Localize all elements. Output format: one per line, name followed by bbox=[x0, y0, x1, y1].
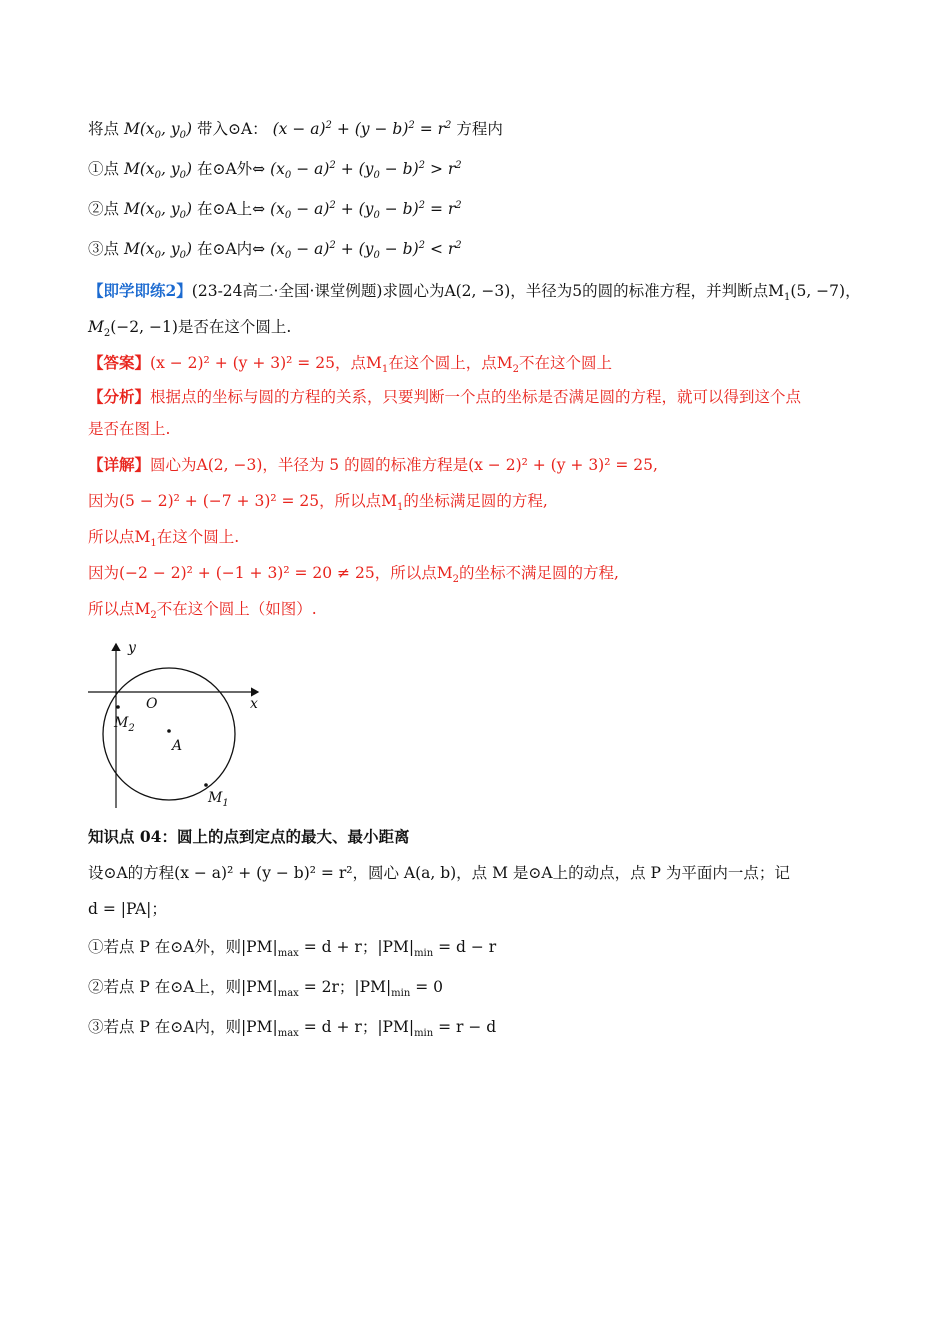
intro-mid: 带入⊙A： bbox=[197, 120, 268, 138]
point-m: $M(x_0$, $y_0$) bbox=[123, 120, 193, 142]
case-on: ②点 $M(x_0$, $y_0$) 在⊙A上⇔ $(x_0 - a)^2 + (y_0 - b)^2 = r^2$ bbox=[88, 199, 462, 222]
section-heading: 知识点 04：圆上的点到定点的最大、最小距离 bbox=[88, 827, 410, 846]
exercise-tag: 【即学即练2】 bbox=[88, 281, 192, 300]
m2-label: $M_2$ bbox=[114, 715, 135, 734]
circle-a bbox=[103, 668, 235, 800]
intro-line bbox=[88, 118, 503, 140]
detail-line-2: 因为(5 − 2)² + (−7 + 3)² = 25，所以点$M_1$的坐标满足圆的方程, bbox=[88, 492, 548, 514]
m1-label: $M_1$ bbox=[208, 790, 229, 809]
setup-line-2: d = |PA|； bbox=[88, 900, 167, 918]
detail-line-1: 【详解】圆心为A(2, −3)，半径为 5 的圆的标准方程是(x − 2)² + (y + 3)² = 25, bbox=[88, 455, 658, 474]
analysis-tag: 【分析】 bbox=[88, 387, 151, 406]
standard-equation: $(x - a)^2 + (y - b)^2 = r^2$ bbox=[272, 119, 452, 138]
analysis-line: 【分析】根据点的坐标与圆的方程的关系，只要判断一个点的坐标是否满足圆的方程，就可以得到这个点 bbox=[88, 387, 802, 406]
intro-suffix: 方程内 bbox=[456, 120, 503, 138]
exercise-question-cont: $M_2(-2$, −1)是否在这个圆上. bbox=[88, 318, 292, 340]
intro-prefix: 将点 bbox=[88, 120, 120, 138]
point-m1 bbox=[204, 783, 208, 787]
x-label: x bbox=[250, 696, 258, 712]
answer-line: 【答案】(x − 2)² + (y + 3)² = 25，点$M_1$在这个圆上，点$M_2$不在这个圆上 bbox=[88, 353, 612, 376]
exercise-question: 【即学即练2】(23-24高二·全国·课堂例题)求圆心为A(2, −3)，半径为5的圆的标准方程，并判断点$M_1(5$, −7)， bbox=[88, 281, 861, 304]
detail-tag: 【详解】 bbox=[88, 455, 151, 474]
distance-case-on: ②若点 P 在⊙A上，则$|PM|_{max} = 2r$；$|PM|_{min} = 0$ bbox=[88, 978, 443, 1000]
case-outside: ①点 $M(x_0$, $y_0$) 在⊙A外⇔ $(x_0 - a)^2 + (y_0 - b)^2 > r^2$ bbox=[88, 159, 462, 182]
distance-case-outside: ①若点 P 在⊙A外，则$|PM|_{max} = d + r$；$|PM|_{min} = d - r$ bbox=[88, 938, 497, 960]
analysis-line-2: 是否在图上. bbox=[88, 420, 171, 438]
y-label: y bbox=[128, 640, 136, 656]
answer-tag: 【答案】 bbox=[88, 353, 151, 372]
distance-case-inside: ③若点 P 在⊙A内，则$|PM|_{max} = d + r$；$|PM|_{min} = r - d$ bbox=[88, 1018, 497, 1040]
detail-line-5: 所以点$M_2$不在这个圆上（如图）. bbox=[88, 600, 317, 622]
case-inside: ③点 $M(x_0$, $y_0$) 在⊙A内⇔ $(x_0 - a)^2 + (y_0 - b)^2 < r^2$ bbox=[88, 239, 462, 262]
point-m2 bbox=[116, 705, 120, 709]
a-label: A bbox=[172, 738, 183, 754]
detail-line-3: 所以点$M_1$在这个圆上. bbox=[88, 528, 240, 550]
point-a bbox=[167, 729, 171, 733]
circle-figure bbox=[86, 640, 266, 810]
origin-label: O bbox=[146, 696, 158, 712]
exercise-source: (23-24高二·全国·课堂例题) bbox=[191, 282, 383, 300]
detail-line-4: 因为(−2 − 2)² + (−1 + 3)² = 20 ≠ 25，所以点$M_2$的坐标不满足圆的方程, bbox=[88, 564, 619, 586]
setup-line-1: 设⊙A的方程(x − a)² + (y − b)² = r²，圆心 A(a, b)，点 M 是⊙A上的动点，点 P 为平面内一点；记 bbox=[88, 864, 790, 882]
